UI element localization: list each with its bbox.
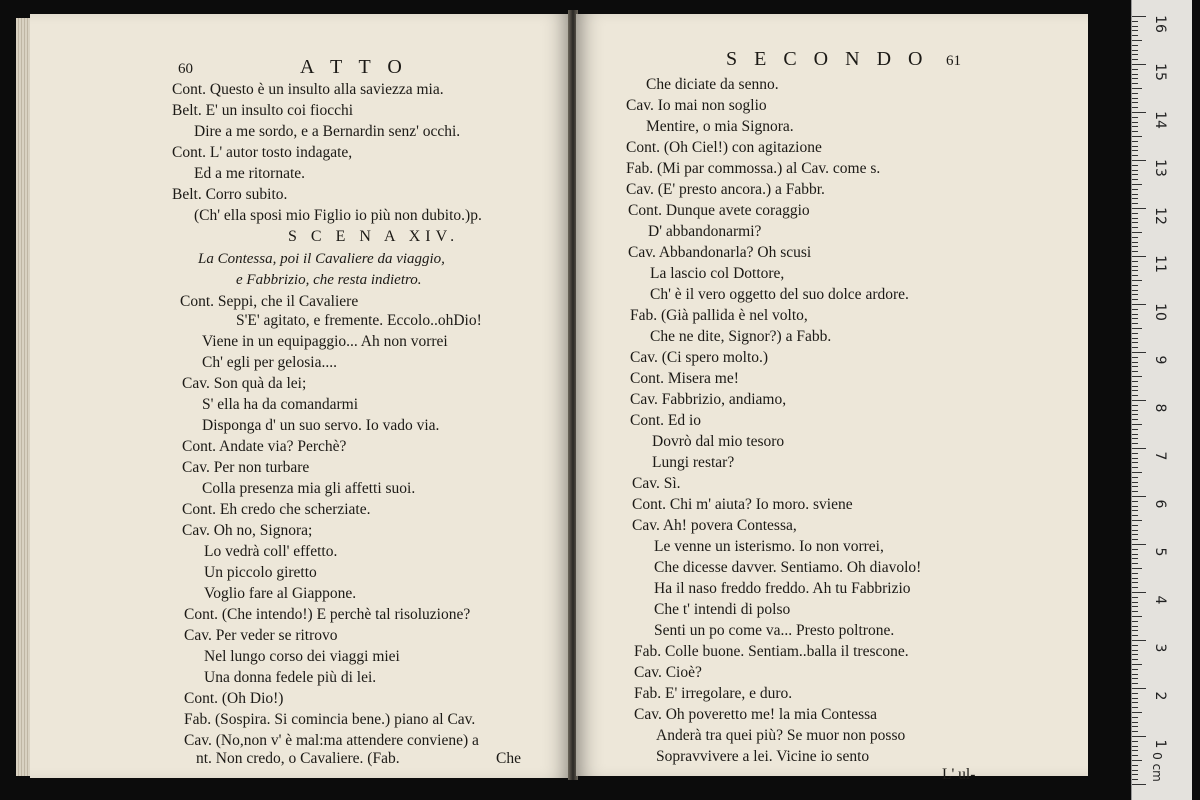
ruler-tick [1132, 630, 1138, 631]
ruler-tick [1132, 21, 1138, 22]
text-line: Cav. (No,non v' è mal:ma attendere conviene) a [184, 732, 479, 749]
ruler-tick [1132, 290, 1138, 291]
ruler-tick [1132, 112, 1146, 113]
text-line: Cont. Andate via? Perchè? [182, 438, 347, 455]
ruler-tick [1132, 635, 1138, 636]
ruler-tick [1132, 227, 1138, 228]
ruler-tick [1132, 30, 1138, 31]
ruler-tick [1132, 731, 1138, 732]
ruler-tick [1132, 280, 1142, 281]
ruler-tick [1132, 458, 1138, 459]
text-line: Cav. Ah! povera Contessa, [632, 517, 797, 534]
ruler-tick [1132, 611, 1138, 612]
ruler-tick [1132, 16, 1146, 17]
ruler-tick [1132, 746, 1138, 747]
ruler-label: 5 [1152, 547, 1168, 557]
ruler-tick [1132, 722, 1138, 723]
text-line: Lungi restar? [652, 454, 735, 471]
ruler-tick [1132, 448, 1146, 449]
ruler-tick [1132, 174, 1138, 175]
ruler-tick [1132, 506, 1138, 507]
text-line: Cav. Per veder se ritrovo [184, 627, 338, 644]
ruler-tick [1132, 453, 1138, 454]
ruler-tick [1132, 424, 1142, 425]
ruler-tick [1132, 443, 1138, 444]
ruler-tick [1132, 102, 1138, 103]
ruler-tick [1132, 650, 1138, 651]
ruler-tick [1132, 390, 1138, 391]
ruler-tick [1132, 467, 1138, 468]
ruler-tick [1132, 491, 1138, 492]
ruler-tick [1132, 558, 1138, 559]
ruler-tick [1132, 712, 1142, 713]
ruler-tick [1132, 568, 1142, 569]
ruler-tick [1132, 501, 1138, 502]
ruler-tick [1132, 131, 1138, 132]
ruler-tick [1132, 381, 1138, 382]
ruler-tick [1132, 669, 1138, 670]
ruler-label: 6 [1152, 499, 1168, 509]
text-line: Cont. Seppi, che il Cavaliere [180, 293, 359, 310]
text-line: D' abbandonarmi? [648, 223, 762, 240]
page-number: 60 [178, 61, 193, 77]
ruler-label: 12 [1152, 207, 1168, 225]
ruler-tick [1132, 400, 1146, 401]
text-line: Cont. L' autor tosto indagate, [172, 144, 353, 161]
text-line: nt. Non credo, o Cavaliere. (Fab. [196, 750, 400, 767]
ruler-tick [1132, 155, 1138, 156]
ruler-tick [1132, 299, 1138, 300]
ruler-label: 4 [1152, 595, 1168, 605]
ruler-tick [1132, 26, 1138, 27]
ruler-tick [1132, 726, 1138, 727]
text-line: Cav. Oh no, Signora; [182, 522, 313, 539]
text-line: Che t' intendi di polso [654, 601, 791, 618]
ruler-tick [1132, 414, 1138, 415]
ruler-tick [1132, 342, 1138, 343]
text-line: Fab. Colle buone. Sentiam..balla il trescone. [634, 643, 909, 660]
ruler-tick [1132, 222, 1138, 223]
text-line: Cav. (Ci spero molto.) [630, 349, 769, 366]
ruler-label: 3 [1152, 643, 1168, 653]
ruler-tick [1132, 702, 1138, 703]
ruler-tick [1132, 755, 1138, 756]
ruler-tick [1132, 266, 1138, 267]
text-line: Cav. (E' presto ancora.) a Fabbr. [626, 181, 825, 198]
ruler-tick [1132, 74, 1138, 75]
text-line: Fab. (Mi par commossa.) al Cav. come s. [626, 160, 881, 177]
ruler-label: 15 [1152, 63, 1168, 81]
ruler-tick [1132, 477, 1138, 478]
text-line: Anderà tra quei più? Se muor non posso [656, 727, 906, 744]
text-line: Cav. Cioè? [634, 664, 702, 681]
running-head: A T T O [300, 56, 408, 78]
ruler-tick [1132, 640, 1146, 641]
ruler-tick [1132, 170, 1138, 171]
ruler-tick [1132, 386, 1138, 387]
ruler-tick [1132, 563, 1138, 564]
text-line: Fab. (Già pallida è nel volto, [630, 307, 808, 324]
text-line: Cav. Oh poveretto me! la mia Contessa [634, 706, 878, 723]
ruler-tick [1132, 750, 1138, 751]
text-line: Cont. Eh credo che scherziate. [182, 501, 371, 518]
ruler-tick [1132, 203, 1138, 204]
left-page [30, 14, 570, 778]
ruler-label: 2 [1152, 691, 1168, 701]
ruler-tick [1132, 246, 1138, 247]
text-line: Una donna fedele più di lei. [204, 669, 377, 686]
ruler-tick [1132, 40, 1142, 41]
ruler-tick [1132, 165, 1138, 166]
ruler-tick [1132, 645, 1138, 646]
ruler-tick [1132, 621, 1138, 622]
ruler-tick [1132, 616, 1142, 617]
ruler-tick [1132, 770, 1138, 771]
ruler-tick [1132, 237, 1138, 238]
ruler-tick [1132, 530, 1138, 531]
ruler-tick [1132, 69, 1138, 70]
ruler-tick [1132, 333, 1138, 334]
ruler-label: 8 [1152, 403, 1168, 413]
text-line: Ed a me ritornate. [194, 165, 306, 182]
ruler-label: 10 [1152, 303, 1168, 321]
ruler-tick [1132, 736, 1146, 737]
text-line: Lo vedrà coll' effetto. [204, 543, 338, 560]
ruler-tick [1132, 160, 1146, 161]
ruler-label: 9 [1152, 355, 1168, 365]
text-line: Cont. Ed io [630, 412, 702, 429]
text-line: Belt. E' un insulto coi fiocchi [172, 102, 354, 119]
text-line: Disponga d' un suo servo. Io vado via. [202, 417, 440, 434]
ruler-tick [1132, 525, 1138, 526]
ruler-tick [1132, 654, 1138, 655]
ruler-tick [1132, 256, 1146, 257]
ruler-tick [1132, 194, 1138, 195]
text-line: La lascio col Dottore, [650, 265, 785, 282]
ruler-tick [1132, 232, 1142, 233]
ruler-tick [1132, 366, 1138, 367]
ruler-tick [1132, 357, 1138, 358]
ruler-tick [1132, 678, 1138, 679]
running-head: S E C O N D O [726, 48, 929, 70]
ruler-label: 7 [1152, 451, 1168, 461]
ruler-tick [1132, 376, 1142, 377]
ruler-tick [1132, 251, 1138, 252]
ruler-label: 13 [1152, 159, 1168, 177]
ruler-tick [1132, 419, 1138, 420]
ruler-label: 11 [1152, 255, 1168, 273]
text-line: Mentire, o mia Signora. [646, 118, 794, 135]
ruler-tick [1132, 117, 1138, 118]
text-line: Che ne dite, Signor?) a Fabb. [650, 328, 832, 345]
ruler-tick [1132, 309, 1138, 310]
ruler-tick [1132, 582, 1138, 583]
ruler-tick [1132, 50, 1138, 51]
ruler-tick [1132, 347, 1138, 348]
text-line: Cont. Chi m' aiuta? Io moro. sviene [632, 496, 853, 513]
ruler-tick [1132, 707, 1138, 708]
ruler-tick [1132, 323, 1138, 324]
text-line: Cav. Io mai non soglio [626, 97, 767, 114]
ruler-tick [1132, 438, 1138, 439]
ruler-tick [1132, 693, 1138, 694]
ruler-tick [1132, 496, 1146, 497]
ruler-tick [1132, 549, 1138, 550]
text-line: Nel lungo corso dei viaggi miei [204, 648, 400, 665]
text-line: Cav. Per non turbare [182, 459, 310, 476]
ruler-tick [1132, 405, 1138, 406]
text-line: Colla presenza mia gli affetti suoi. [202, 480, 416, 497]
ruler-tick [1132, 664, 1142, 665]
ruler-tick [1132, 122, 1138, 123]
ruler-tick [1132, 717, 1138, 718]
ruler-tick [1132, 198, 1138, 199]
text-line: Senti un po come va... Presto poltrone. [654, 622, 895, 639]
text-line: Ch' egli per gelosia.... [202, 354, 337, 371]
ruler-tick [1132, 146, 1138, 147]
ruler-tick [1132, 482, 1138, 483]
text-line: Cont. Dunque avete coraggio [628, 202, 810, 219]
ruler-tick [1132, 698, 1138, 699]
ruler-tick [1132, 779, 1138, 780]
ruler-tick [1132, 741, 1138, 742]
ruler-tick [1132, 150, 1138, 151]
ruler-tick [1132, 674, 1138, 675]
text-line: Belt. Corro subito. [172, 186, 288, 203]
ruler-tick [1132, 285, 1138, 286]
ruler-tick [1132, 539, 1138, 540]
ruler-tick [1132, 429, 1138, 430]
scene-heading: S C E N A XIV. [288, 228, 460, 245]
ruler-tick [1132, 371, 1138, 372]
ruler-tick [1132, 544, 1146, 545]
text-line: Cont. (Che intendo!) E perchè tal risoluzione? [184, 606, 471, 623]
ruler-tick [1132, 242, 1138, 243]
ruler-tick [1132, 179, 1138, 180]
ruler-tick [1132, 213, 1138, 214]
ruler-tick [1132, 304, 1146, 305]
ruler-tick [1132, 98, 1138, 99]
ruler-tick [1132, 184, 1142, 185]
ruler-tick [1132, 774, 1138, 775]
text-line: S'E' agitato, e fremente. Eccolo..ohDio! [236, 312, 482, 329]
ruler-tick [1132, 352, 1146, 353]
ruler-tick [1132, 410, 1138, 411]
text-line: Cav. Sì. [632, 475, 681, 492]
ruler-tick [1132, 597, 1138, 598]
ruler-tick [1132, 64, 1146, 65]
text-line: Ha il naso freddo freddo. Ah tu Fabbrizio [654, 580, 911, 597]
text-line: Cav. Abbandonarla? Oh scusi [628, 244, 812, 261]
ruler-tick [1132, 592, 1146, 593]
ruler-tick [1132, 587, 1138, 588]
ruler-tick [1132, 261, 1138, 262]
ruler-tick [1132, 760, 1142, 761]
text-line: Dire a me sordo, e a Bernardin senz' occhi. [194, 123, 461, 140]
ruler-tick [1132, 606, 1138, 607]
catchword: L' ul- [942, 766, 976, 783]
text-line: Cont. Misera me! [630, 370, 739, 387]
ruler-tick [1132, 88, 1142, 89]
ruler-tick [1132, 318, 1138, 319]
ruler-tick [1132, 328, 1142, 329]
stage-direction: La Contessa, poi il Cavaliere da viaggio, [198, 251, 445, 267]
ruler-tick [1132, 314, 1138, 315]
catchword: Che [496, 750, 521, 767]
text-line: Fab. E' irregolare, e duro. [634, 685, 793, 702]
ruler-tick [1132, 683, 1138, 684]
right-page [576, 14, 1088, 783]
ruler-tick [1132, 338, 1138, 339]
ruler-tick [1132, 83, 1138, 84]
text-line: Sopravvivere a lei. Vicine io sento [656, 748, 870, 765]
text-line: Che dicesse davver. Sentiamo. Oh diavolo! [654, 559, 922, 576]
text-line: Cont. Questo è un insulto alla saviezza mia. [172, 81, 444, 98]
ruler-tick [1132, 294, 1138, 295]
ruler-tick [1132, 534, 1138, 535]
ruler-tick [1132, 54, 1138, 55]
ruler-tick [1132, 784, 1146, 785]
ruler-tick [1132, 472, 1142, 473]
ruler-tick [1132, 486, 1138, 487]
ruler-tick [1132, 136, 1142, 137]
text-line: S' ella ha da comandarmi [202, 396, 359, 413]
ruler-tick [1132, 510, 1138, 511]
ruler-tick [1132, 626, 1138, 627]
ruler-tick [1132, 59, 1138, 60]
ruler-tick [1132, 189, 1138, 190]
ruler-tick [1132, 520, 1142, 521]
text-line: Voglio fare al Giappone. [204, 585, 357, 602]
measurement-ruler [1131, 0, 1192, 800]
ruler-tick [1132, 141, 1138, 142]
text-line: Ch' è il vero oggetto del suo dolce ardore. [650, 286, 909, 303]
ruler-tick [1132, 602, 1138, 603]
ruler-tick [1132, 395, 1138, 396]
ruler-tick [1132, 578, 1138, 579]
page-number: 61 [946, 53, 961, 69]
ruler-label: 1 [1152, 739, 1168, 749]
text-line: Fab. (Sospira. Si comincia bene.) piano al Cav. [184, 711, 476, 728]
ruler-tick [1132, 554, 1138, 555]
ruler-tick [1132, 515, 1138, 516]
ruler-tick [1132, 688, 1146, 689]
text-line: Che diciate da senno. [646, 76, 779, 93]
ruler-tick [1132, 78, 1138, 79]
text-line: Dovrò dal mio tesoro [652, 433, 785, 450]
ruler-tick [1132, 275, 1138, 276]
text-line: Cav. Fabbrizio, andiamo, [630, 391, 787, 408]
ruler-tick [1132, 107, 1138, 108]
ruler-tick [1132, 765, 1138, 766]
ruler-tick [1132, 659, 1138, 660]
text-line: Cont. (Oh Dio!) [184, 690, 284, 707]
text-line: (Ch' ella sposi mio Figlio io più non dubito.)p. [194, 207, 482, 224]
ruler-tick [1132, 270, 1138, 271]
ruler-tick [1132, 35, 1138, 36]
ruler-unit: 0 cm [1149, 752, 1164, 782]
ruler-tick [1132, 434, 1138, 435]
stage-direction: e Fabbrizio, che resta indietro. [236, 272, 422, 288]
ruler-tick [1132, 45, 1138, 46]
text-line: Un piccolo giretto [204, 564, 317, 581]
ruler-tick [1132, 573, 1138, 574]
ruler-tick [1132, 218, 1138, 219]
ruler-label: 16 [1152, 15, 1168, 33]
ruler-tick [1132, 462, 1138, 463]
ruler-tick [1132, 126, 1138, 127]
text-line: Cont. (Oh Ciel!) con agitazione [626, 139, 822, 156]
ruler-tick [1132, 208, 1146, 209]
text-line: Cav. Son quà da lei; [182, 375, 307, 392]
ruler-tick [1132, 362, 1138, 363]
text-line: Viene in un equipaggio... Ah non vorrei [202, 333, 448, 350]
text-line: Le venne un isterismo. Io non vorrei, [654, 538, 884, 555]
ruler-tick [1132, 93, 1138, 94]
ruler-label: 14 [1152, 111, 1168, 129]
